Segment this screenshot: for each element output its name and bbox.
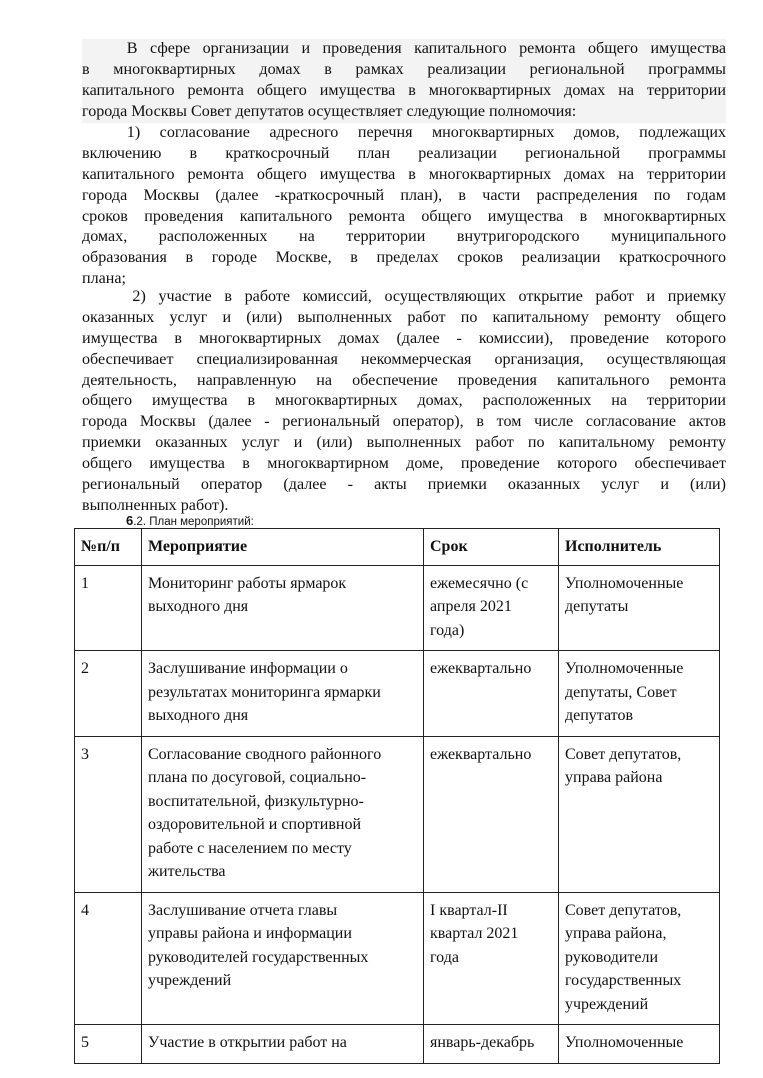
cell-event-line: учреждений [148,972,232,989]
cell-executor-line: Уполномоченные [565,660,684,677]
cell-term-line: квартал 2021 [430,925,519,942]
table-row [75,892,720,1025]
cell-event [142,1025,424,1064]
text-line: включению в краткосрочный план реализации региональной программы [82,144,726,162]
cell-number: 2 [75,651,142,737]
section-title: .2. План мероприятий: [133,516,254,528]
text-line: выполненных работ). [82,496,229,514]
text-line: 1) согласование адресного перечня многоквартирных домов, подлежащих [126,124,726,141]
cell-executor [559,1025,720,1064]
cell-executor [559,565,720,651]
cell-term-line: ежеквартально [430,660,532,677]
cell-term-line: январь-декабрь [430,1034,535,1051]
cell-executor-line: депутаты, Совет [565,683,677,701]
text-line: капитального ремонта общего имущества в многоквартирных домах на территории [82,165,726,183]
cell-term-line: ежеквартально [430,745,532,763]
column-header-executor: Исполнитель [559,529,720,566]
cell-event-line: Заслушивание информации о [148,660,348,677]
cell-term-line: ежемесячно (с [430,574,529,592]
text-line: образования в городе Москве, в пределах сроков реализации краткосрочного [82,249,726,267]
cell-event-line: Заслушивание отчета главы [148,901,338,919]
section-heading [126,513,254,528]
cell-term-line: апреля 2021 [430,598,512,615]
text-line: имущества в многоквартирных домах (далее - комиссии), проведение которого [82,329,726,347]
cell-event-line: работе с населением по месту [148,839,352,857]
cell-executor-line: Уполномоченные [565,574,684,592]
paragraph-intro [82,39,726,123]
cell-event [142,736,424,892]
cell-executor-line: Уполномоченные [565,1034,684,1051]
text-line: общего имущества в многоквартирных домах, расположенных на территории [82,392,726,410]
text-line: оказанных услуг и (или) выполненных работ по капитальному ремонту общего [82,308,726,326]
text-line: В сфере организации и проведения капитального ремонта общего имущества [126,40,726,57]
table-header-row [75,529,720,566]
text-line: плана; [82,270,127,288]
text-line: города Москвы (далее - региональный оператор), в том числе согласование актов [82,413,726,431]
cell-event-line: Мониторинг работы ярмарок [148,574,347,592]
cell-number: 5 [75,1025,142,1064]
column-header-term: Срок [424,529,559,566]
cell-number: 3 [75,736,142,892]
cell-executor-line: учреждений [565,995,649,1013]
cell-executor-line: депутаты [565,598,629,615]
paragraph-intro-body [82,39,726,123]
cell-term [424,736,559,892]
cell-term-line: года [430,948,459,966]
paragraph-item-2-body [82,287,726,517]
cell-event-line: оздоровительной и спортивной [148,816,362,833]
cell-event-line: Участие в открытии работ на [148,1034,347,1051]
cell-executor [559,892,720,1025]
cell-event-line: выходного дня [148,598,249,615]
cell-event-line: результатах мониторинга ярмарки [148,683,381,701]
cell-event-line: выходного дня [148,707,249,724]
text-line: 2) участие в работе комиссий, осуществляющих открытие работ и приемку [132,288,726,305]
cell-executor-line: руководители [565,948,659,966]
cell-executor-line: депутатов [565,707,634,724]
cell-term-line: года) [430,621,465,639]
text-line: домах, расположенных на территории внутригородского муниципального [82,228,726,246]
paragraph-item-1-body [82,123,726,290]
cell-executor-line: Совет депутатов, [565,745,682,763]
section-number: 6 [126,513,134,528]
text-line: приемки оказанных услуг и (или) выполненных работ по капитальному ремонту [82,434,726,452]
column-header-number: №п/п [75,529,142,566]
column-header-event: Мероприятие [142,529,424,566]
plan-table [74,528,720,1064]
cell-event [142,651,424,737]
cell-term [424,1025,559,1064]
text-line: капитального ремонта общего имущества в многоквартирных домах на территории [82,81,726,99]
cell-event [142,565,424,651]
cell-event-line: управы района и информации [148,925,352,942]
cell-event-line: жительства [148,863,226,880]
text-line: сроков проведения капитального ремонта общего имущества в многоквартирных [82,207,726,225]
cell-executor [559,651,720,737]
cell-event [142,892,424,1025]
cell-number: 1 [75,565,142,651]
cell-term [424,565,559,651]
cell-term [424,892,559,1025]
text-line: деятельность, направленную на обеспечение проведения капитального ремонта [82,371,726,389]
cell-executor-line: государственных [565,972,682,989]
text-line: региональный оператор (далее - акты приемки оказанных услуг и (или) [82,476,726,494]
text-line: города Москвы Совет депутатов осуществляет следующие полномочия: [82,102,577,120]
table-row [75,736,720,892]
cell-number: 4 [75,892,142,1025]
text-line: в многоквартирных домах в рамках реализации региональной программы [82,60,726,78]
paragraph-item-1 [82,123,726,290]
table-row [75,1025,720,1064]
cell-event-line: плана по досуговой, социально- [148,769,367,786]
cell-executor-line: Совет депутатов, [565,901,682,919]
cell-executor [559,736,720,892]
cell-executor-line: управа района [565,769,663,786]
cell-term-line: I квартал-II [430,901,508,919]
text-line: города Москвы (далее -краткосрочный план), в части распределения по годам [82,186,726,204]
text-line: общего имущества в многоквартирном доме, проведение которого обеспечивает [82,455,726,473]
cell-event-line: воспитательной, физкультурно- [148,792,364,810]
text-line: обеспечивает специализированная некоммерческая организация, осуществляющая [82,350,726,368]
cell-event-line: руководителей государственных [148,948,369,966]
paragraph-item-2 [82,287,726,517]
cell-executor-line: управа района, [565,925,667,942]
table-row [75,651,720,737]
table-row [75,565,720,651]
cell-event-line: Согласование сводного районного [148,745,382,763]
cell-term [424,651,559,737]
table-body [75,565,720,1063]
